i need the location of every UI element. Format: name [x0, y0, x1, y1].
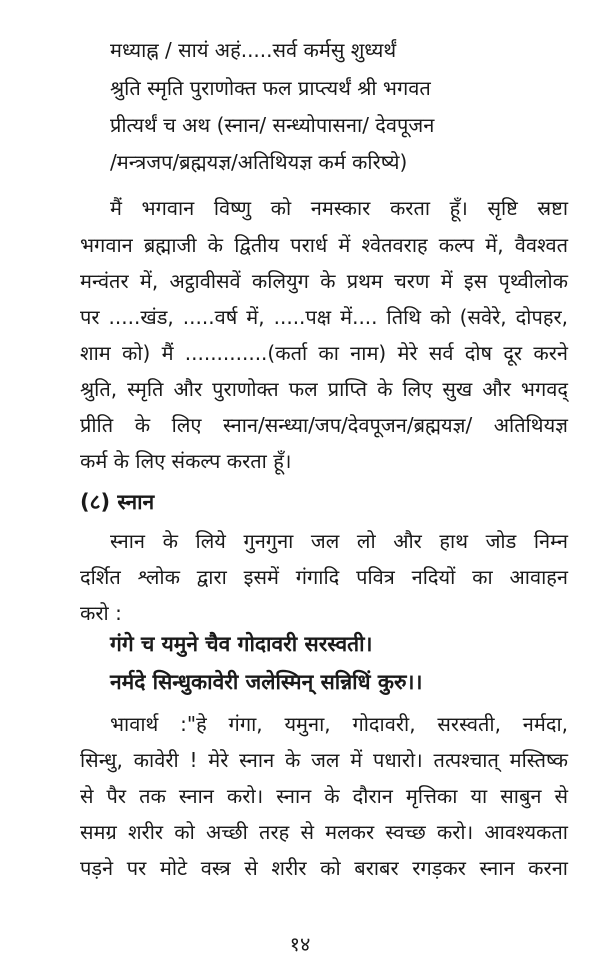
- sankalp-meaning-line: मैं भगवान विष्णु को नमस्कार करता हूँ। सृष्टि स्रष्टा: [110, 196, 568, 220]
- sankalp-mantra-line: मध्याह्न / सायं अहं.....सर्व कर्मसु शुध्यर्थं: [110, 38, 397, 62]
- bhavarth-line: पड़ने पर मोटे वस्त्र से शरीर को बराबर रगड़कर स्नान करना: [80, 856, 568, 880]
- sankalp-meaning-line: पर .....खंड, .....वर्ष में, .....पक्ष में.... तिथि को (सवेरे, दोपहर,: [80, 305, 568, 329]
- sankalp-meaning-line: शाम को) मैं .............(कर्ता का नाम) मेरे सर्व दोष दूर करने: [80, 341, 568, 365]
- bhavarth-line: समग्र शरीर को अच्छी तरह से मलकर स्वच्छ करो। आवश्यकता: [80, 820, 568, 844]
- bhavarth-line: भावार्थ :"हे गंगा, यमुना, गोदावरी, सरस्वती, नर्मदा,: [110, 712, 568, 736]
- section-heading: (८) स्नान: [80, 490, 155, 514]
- snan-intro-line: दर्शित श्लोक द्वारा इसमें गंगादि पवित्र नदियों का आवाहन: [80, 565, 568, 589]
- sankalp-mantra-line: प्रीत्यर्थं च अथ (स्नान/ सन्ध्योपासना/ देवपूजन: [110, 113, 435, 137]
- sankalp-meaning-line: प्रीति के लिए स्नान/सन्ध्या/जप/देवपूजन/ब्रह्मयज्ञ/ अतिथियज्ञ: [80, 413, 568, 437]
- sankalp-meaning-line: मन्वंतर में, अट्ठावीसवें कलियुग के प्रथम चरण में इस पृथ्वीलोक: [80, 269, 568, 293]
- sankalp-mantra-line: श्रुति स्मृति पुराणोक्त फल प्राप्त्यर्थं श्री भगवत: [110, 76, 431, 100]
- sankalp-meaning-line: भगवान ब्रह्माजी के द्वितीय परार्ध में श्वेतवराह कल्प में, वैवश्वत: [80, 233, 568, 257]
- shloka-line: गंगे च यमुने चैव गोदावरी सरस्वती।: [110, 632, 373, 656]
- snan-intro-line: स्नान के लिये गुनगुना जल लो और हाथ जोड निम्न: [110, 529, 568, 553]
- bhavarth-line: से पैर तक स्नान करो। स्नान के दौरान मृत्तिका या साबुन से: [80, 784, 568, 808]
- snan-intro-line: करो :: [80, 601, 122, 625]
- sankalp-mantra-line: /मन्त्रजप/ब्रह्मयज्ञ/अतिथियज्ञ कर्म करिष्ये): [110, 150, 408, 174]
- bhavarth-line: सिन्धु, कावेरी ! मेरे स्नान के जल में पधारो। तत्पश्चात् मस्तिष्क: [80, 748, 568, 772]
- sankalp-meaning-line: श्रुति, स्मृति और पुराणोक्त फल प्राप्ति के लिए सुख और भगवद्: [80, 377, 568, 401]
- page-number: १४: [289, 932, 311, 956]
- shloka-line: नर्मदे सिन्धुकावेरी जलेस्मिन् सन्निधिं कुरु।।: [110, 670, 423, 694]
- sankalp-meaning-line: कर्म के लिए संकल्प करता हूँ।: [80, 449, 292, 473]
